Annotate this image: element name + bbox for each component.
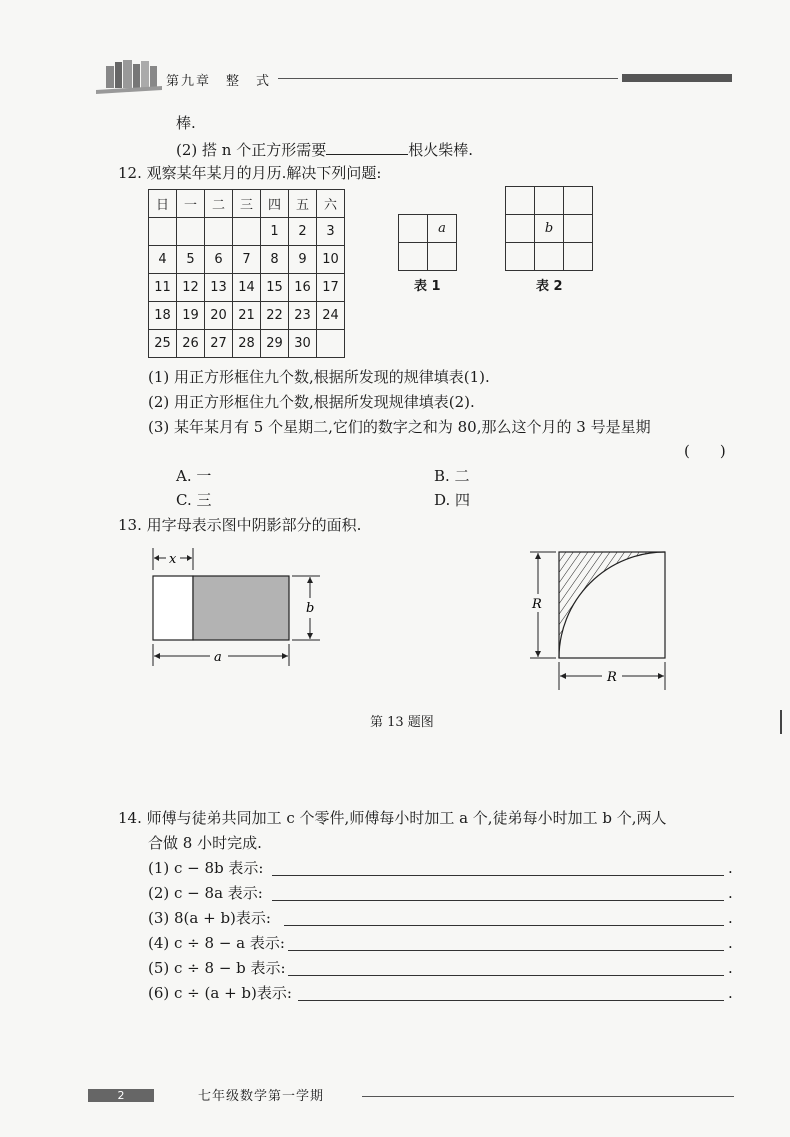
calendar-week-row <box>149 302 345 330</box>
answer-line[interactable] <box>272 900 724 901</box>
answer-line[interactable] <box>288 975 724 976</box>
calendar-header-row <box>149 190 345 218</box>
shaded-rect <box>193 576 289 640</box>
answer-line[interactable] <box>288 950 724 951</box>
q14-item: (1) c − 8b 表示: <box>148 859 264 877</box>
end-dot: . <box>728 884 733 902</box>
white-rect <box>153 576 193 640</box>
books-icon <box>96 56 162 94</box>
label-a: a <box>214 650 222 665</box>
day-cell: 2 <box>289 218 317 246</box>
fill-cell[interactable] <box>428 243 457 271</box>
day-cell: 9 <box>289 246 317 274</box>
day-cell: 5 <box>177 246 205 274</box>
day-cell: 6 <box>205 246 233 274</box>
answer-line[interactable] <box>272 875 724 876</box>
day-cell: 28 <box>233 330 261 358</box>
fill-cell[interactable] <box>506 243 535 271</box>
day-cell <box>233 218 261 246</box>
option-a[interactable]: A. 一 <box>176 467 212 485</box>
weekday-cell: 一 <box>177 190 205 218</box>
figure-rectangle <box>140 544 340 674</box>
answer-paren[interactable]: ( ) <box>684 442 726 460</box>
day-cell: 25 <box>149 330 177 358</box>
footer-rule <box>362 1096 734 1097</box>
day-cell: 11 <box>149 274 177 302</box>
day-cell: 4 <box>149 246 177 274</box>
q14-item: (5) c ÷ 8 − b 表示: <box>148 959 286 977</box>
weekday-cell: 二 <box>205 190 233 218</box>
q12-sub2: (2) 用正方形框住九个数,根据所发现规律填表(2). <box>148 393 475 411</box>
day-cell: 17 <box>317 274 345 302</box>
calendar-week-row <box>149 246 345 274</box>
fill-cell[interactable] <box>506 187 535 215</box>
end-dot: . <box>728 909 733 927</box>
q12-sub1: (1) 用正方形框住九个数,根据所发现的规律填表(1). <box>148 368 490 386</box>
weekday-cell: 四 <box>261 190 289 218</box>
day-cell: 13 <box>205 274 233 302</box>
fill-cell[interactable] <box>506 215 535 243</box>
end-dot: . <box>728 859 733 877</box>
end-dot: . <box>728 934 733 952</box>
day-cell: 29 <box>261 330 289 358</box>
weekday-cell: 日 <box>149 190 177 218</box>
chapter-title: 第九章 整 式 <box>166 74 272 89</box>
end-dot: . <box>728 984 733 1002</box>
q14-item: (6) c ÷ (a + b)表示: <box>148 984 292 1002</box>
day-cell: 14 <box>233 274 261 302</box>
header-bar <box>622 74 732 82</box>
answer-line[interactable] <box>284 925 724 926</box>
weekday-cell: 三 <box>233 190 261 218</box>
calendar-week-row <box>149 274 345 302</box>
day-cell <box>317 330 345 358</box>
day-cell: 23 <box>289 302 317 330</box>
day-cell: 19 <box>177 302 205 330</box>
day-cell: 30 <box>289 330 317 358</box>
figure-caption: 第 13 题图 <box>370 715 434 730</box>
q14-item: (3) 8(a + b)表示: <box>148 909 271 927</box>
figure-quarter-circle <box>520 544 680 694</box>
end-dot: . <box>728 959 733 977</box>
fill-cell[interactable] <box>399 215 428 243</box>
option-d[interactable]: D. 四 <box>434 491 471 509</box>
fill-cell[interactable] <box>535 243 564 271</box>
q14-item: (4) c ÷ 8 − a 表示: <box>148 934 285 952</box>
day-cell: 26 <box>177 330 205 358</box>
day-cell: 10 <box>317 246 345 274</box>
header-rule <box>278 78 618 79</box>
book-title: 七年级数学第一学期 <box>198 1089 325 1104</box>
q14-item: (2) c − 8a 表示: <box>148 884 263 902</box>
day-cell: 3 <box>317 218 345 246</box>
fill-cell[interactable] <box>564 187 593 215</box>
q11-blank[interactable] <box>326 138 408 155</box>
q13-title: 13. 用字母表示图中阴影部分的面积. <box>118 516 362 534</box>
q12-title: 12. 观察某年某月的月历.解决下列问题: <box>118 164 382 182</box>
q12-sub3: (3) 某年某月有 5 个星期二,它们的数字之和为 80,那么这个月的 3 号是星期 <box>148 418 651 436</box>
q14-line2: 合做 8 小时完成. <box>148 834 262 852</box>
day-cell: 8 <box>261 246 289 274</box>
weekday-cell: 六 <box>317 190 345 218</box>
label-x: x <box>169 552 177 567</box>
hatched-region <box>559 552 665 658</box>
day-cell: 16 <box>289 274 317 302</box>
day-cell: 20 <box>205 302 233 330</box>
q11-cont: 棒. <box>176 114 196 132</box>
fill-cell[interactable] <box>535 187 564 215</box>
label-r-left: R <box>532 597 542 612</box>
calendar-week-row <box>149 330 345 358</box>
edge-mark <box>780 710 782 734</box>
day-cell: 18 <box>149 302 177 330</box>
label-r-bottom: R <box>607 670 617 685</box>
day-cell: 27 <box>205 330 233 358</box>
day-cell: 21 <box>233 302 261 330</box>
answer-line[interactable] <box>298 1000 724 1001</box>
day-cell: 1 <box>261 218 289 246</box>
day-cell <box>177 218 205 246</box>
fill-cell-a: a <box>428 215 457 243</box>
q11-part2 <box>176 138 473 160</box>
option-c[interactable]: C. 三 <box>176 491 212 509</box>
page-number: 2 <box>88 1089 154 1102</box>
day-cell <box>149 218 177 246</box>
q14-line1: 14. 师傅与徒弟共同加工 c 个零件,师傅每小时加工 a 个,徒弟每小时加工 b 个,两人 <box>118 809 667 827</box>
day-cell: 24 <box>317 302 345 330</box>
fill-cell[interactable] <box>399 243 428 271</box>
q11-part2-post: 根火柴棒. <box>408 141 473 159</box>
calendar-table <box>148 189 345 358</box>
day-cell: 22 <box>261 302 289 330</box>
day-cell <box>205 218 233 246</box>
fill-cell[interactable] <box>564 243 593 271</box>
label-b: b <box>306 601 315 616</box>
table2-caption: 表 2 <box>536 279 563 294</box>
fill-table-2 <box>505 186 593 271</box>
fill-table-1 <box>398 214 457 271</box>
day-cell: 15 <box>261 274 289 302</box>
day-cell: 12 <box>177 274 205 302</box>
calendar-week-row <box>149 218 345 246</box>
fill-cell-b: b <box>535 215 564 243</box>
q11-part2-pre: (2) 搭 n 个正方形需要 <box>176 141 327 159</box>
fill-cell[interactable] <box>564 215 593 243</box>
day-cell: 7 <box>233 246 261 274</box>
weekday-cell: 五 <box>289 190 317 218</box>
option-b[interactable]: B. 二 <box>434 467 470 485</box>
table1-caption: 表 1 <box>414 279 441 294</box>
